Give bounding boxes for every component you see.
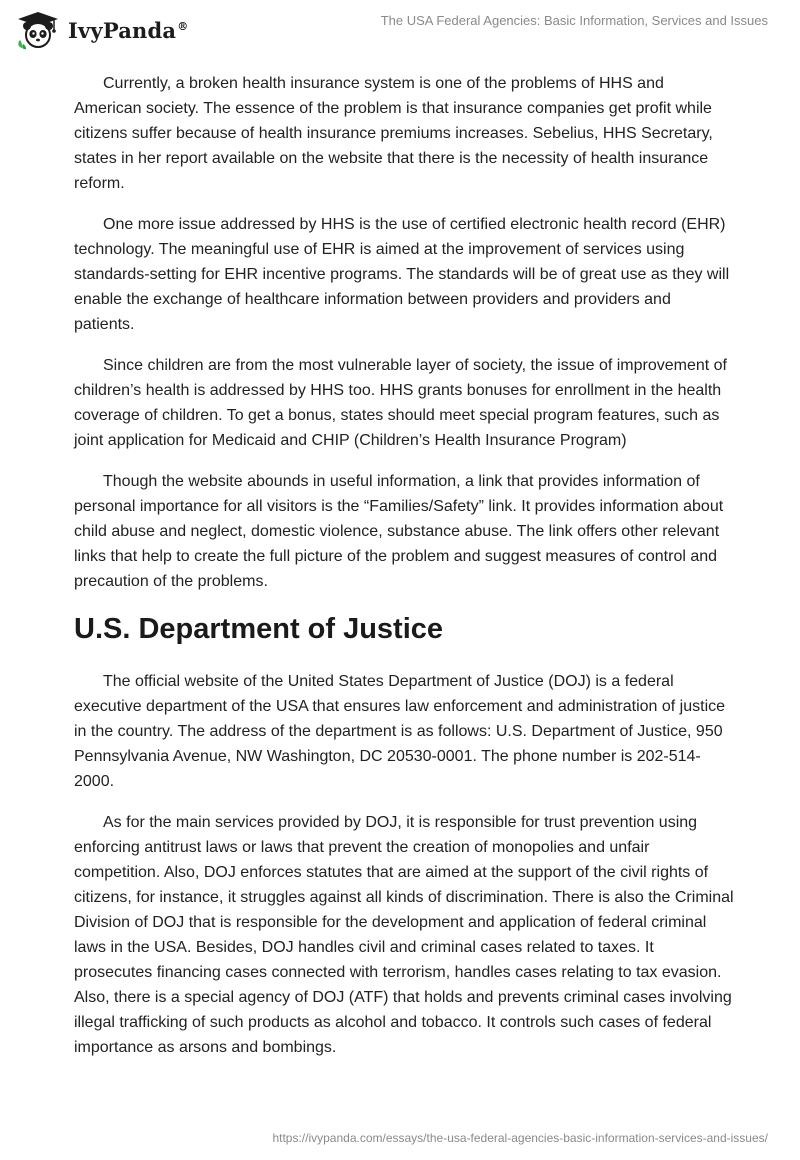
logo-wordmark: IvyPanda® bbox=[68, 17, 189, 43]
paragraph: Though the website abounds in useful information, a link that provides information of personal importance for all visitors is the “Families/Safety” link. It provides information about child abuse and neglect, domestic violence, substance abuse. The link offers other relevant links that help to create the full picture of the problem and suggest measures of control and precaution of the problems. bbox=[74, 473, 724, 590]
essay-body bbox=[74, 71, 734, 1076]
paragraph: Currently, a broken health insurance system is one of the problems of HHS and American society. The essence of the problem is that insurance companies get profit while citizens suffer because of health insurance premiums increases. Sebelius, HHS Secretary, states in her report available on the website that there is the necessity of health insurance reform. bbox=[74, 75, 713, 192]
panda-mascot-icon bbox=[14, 10, 62, 50]
paragraph: As for the main services provided by DOJ, it is responsible for trust prevention using enforcing antitrust laws or laws that prevent the creation of monopolies and unfair competition. Also, DOJ enforces statutes that are aimed at the support of the civil rights of citizens, for instance, it struggles against all kinds of discrimination. There is also the Criminal Division of DOJ that is responsible for the development and application of federal criminal laws in the USA. Besides, DOJ handles civil and criminal cases related to taxes. It prosecutes financing cases connected with terrorism, handles cases relating to tax evasion. Also, there is a special agency of DOJ (ATF) that holds and prevents criminal cases involving illegal trafficking of such products as alcohol and tobacco. It controls such cases of federal importance as arsons and bombings. bbox=[74, 814, 734, 1056]
source-url[interactable]: https://ivypanda.com/essays/the-usa-federal-agencies-basic-information-services-and-issues/ bbox=[272, 1131, 768, 1145]
registered-mark: ® bbox=[177, 19, 189, 33]
page-header bbox=[0, 0, 800, 60]
paragraph: Since children are from the most vulnerable layer of society, the issue of improvement of children’s health is addressed by HHS too. HHS grants bonuses for enrollment in the health coverage of children. To get a bonus, states should meet special program features, such as joint application for Medicaid and CHIP (Children’s Health Insurance Program) bbox=[74, 357, 727, 449]
ivypanda-logo[interactable] bbox=[14, 10, 188, 50]
section-heading: U.S. Department of Justice bbox=[74, 613, 444, 645]
paragraph: One more issue addressed by HHS is the use of certified electronic health record (EHR) technology. The meaningful use of EHR is aimed at the improvement of services using standards-setting for EHR incentive programs. The standards will be of great use as they will enable the exchange of healthcare information between providers and providers and patients. bbox=[74, 216, 730, 333]
document-title: The USA Federal Agencies: Basic Information, Services and Issues bbox=[380, 13, 768, 28]
paragraph: The official website of the United States Department of Justice (DOJ) is a federal executive department of the USA that ensures law enforcement and administration of justice in the country. The address of the department is as follows: U.S. Department of Justice, 950 Pennsylvania Avenue, NW Washington, DC 20530-0001. The phone number is 202-514-2000. bbox=[74, 673, 726, 790]
